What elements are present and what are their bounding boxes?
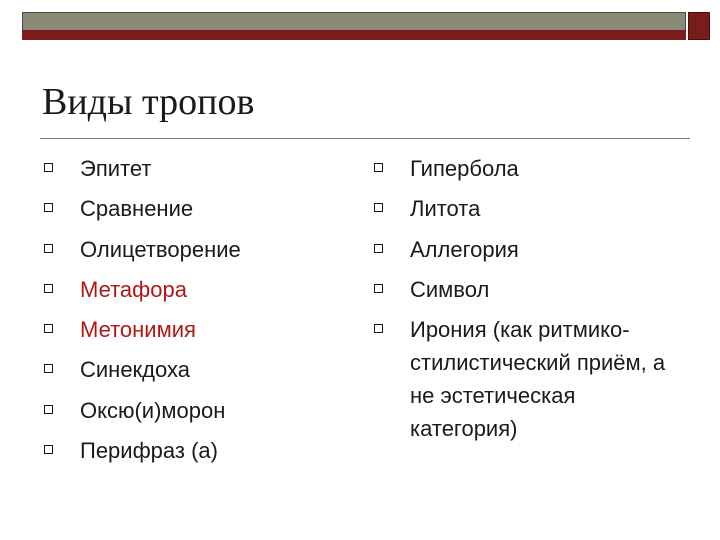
- list-item: [44, 313, 344, 346]
- tropes-list-left: [44, 152, 344, 474]
- list-item-label: Гипербола: [410, 156, 519, 181]
- square-bullet-icon: [44, 324, 53, 333]
- square-bullet-icon: [44, 364, 53, 373]
- list-item-label: Эпитет: [80, 156, 152, 181]
- list-item-label: Оксю(и)морон: [80, 397, 226, 423]
- list-item: [44, 353, 344, 386]
- square-bullet-icon: [44, 284, 53, 293]
- header-corner-block: [688, 12, 710, 40]
- square-bullet-icon: [44, 244, 53, 253]
- list-item: [374, 152, 674, 185]
- list-item: [44, 434, 344, 467]
- tropes-list-right: [374, 152, 674, 452]
- header-decor-stripe: [22, 30, 686, 40]
- list-item: [374, 313, 674, 445]
- square-bullet-icon: [374, 324, 383, 333]
- square-bullet-icon: [374, 203, 383, 212]
- list-item-label: Синекдоха: [80, 357, 190, 383]
- list-item: [374, 192, 674, 225]
- list-item-label: Метонимия: [80, 317, 196, 343]
- square-bullet-icon: [44, 203, 53, 212]
- square-bullet-icon: [374, 163, 383, 172]
- list-item: [374, 233, 674, 266]
- list-item: [44, 394, 344, 427]
- list-item: [44, 152, 344, 185]
- square-bullet-icon: [44, 445, 53, 454]
- list-item-label: Сравнение: [80, 196, 194, 222]
- list-item-label: Аллегория: [410, 236, 519, 262]
- title-divider: [40, 138, 690, 139]
- list-item-label: Перифраз (а): [80, 438, 218, 464]
- square-bullet-icon: [44, 163, 53, 172]
- list-item-label: Литота: [410, 196, 481, 222]
- list-item: [44, 273, 344, 306]
- slide-title: Виды тропов: [42, 81, 255, 123]
- list-item: [374, 273, 674, 306]
- square-bullet-icon: [374, 284, 383, 293]
- list-item-label: Метафора: [80, 276, 187, 302]
- square-bullet-icon: [374, 244, 383, 253]
- list-item: [44, 192, 344, 225]
- list-item-label: Олицетворение: [80, 236, 241, 262]
- square-bullet-icon: [44, 405, 53, 414]
- list-item-label: Символ: [410, 276, 490, 302]
- list-item: [44, 233, 344, 266]
- list-item-label: Ирония (как ритмико-стилистический приём, а не эстетическая категория): [410, 317, 666, 442]
